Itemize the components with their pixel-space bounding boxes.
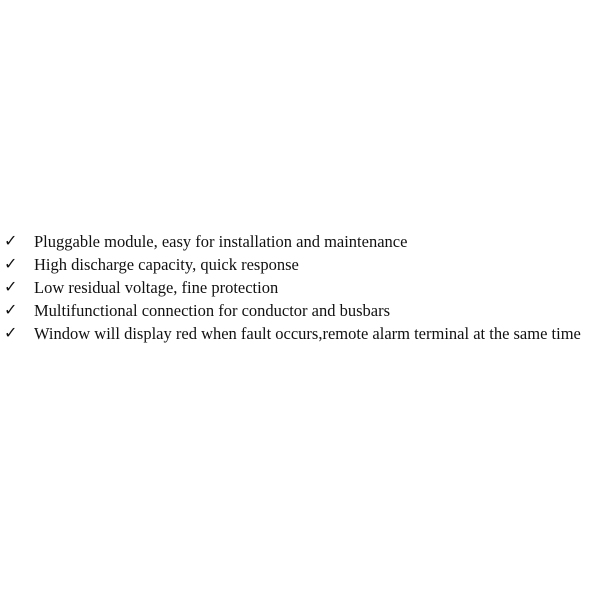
feature-text: Pluggable module, easy for installation and maintenance	[34, 232, 408, 251]
check-mark-icon: ✓	[4, 302, 18, 319]
check-mark-icon: ✓	[4, 256, 18, 273]
feature-item-3	[0, 277, 600, 299]
feature-item-2	[0, 254, 600, 276]
feature-text: Multifunctional connection for conductor and busbars	[34, 301, 391, 320]
feature-item-4	[0, 300, 600, 322]
check-mark-icon: ✓	[4, 233, 18, 250]
feature-text: Low residual voltage, fine protection	[34, 278, 279, 297]
feature-list	[0, 231, 600, 346]
feature-text: Window will display red when fault occurs,remote alarm terminal at the same time	[34, 324, 581, 343]
check-mark-icon: ✓	[4, 325, 18, 342]
feature-item-5	[0, 323, 600, 345]
feature-text: High discharge capacity, quick response	[34, 255, 299, 274]
feature-item-1	[0, 231, 600, 253]
check-mark-icon: ✓	[4, 279, 18, 296]
